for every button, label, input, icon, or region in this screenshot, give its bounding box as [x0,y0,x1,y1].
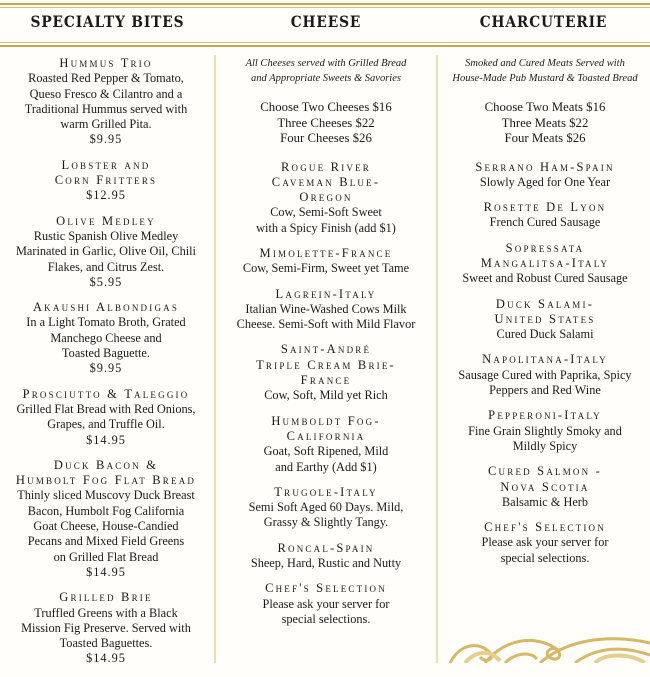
specialty-bites-column [0,56,212,677]
menu-item-name: Duck Bacon & Humbolt Fog Flat Bread [15,457,197,488]
menu-item-description: Italian Wine-Washed Cows Milk Cheese. Semi-Soft with Mild Flavor [236,301,416,332]
menu-item-name: Humboldt Fog- California [271,413,381,443]
header-rule [0,45,650,47]
charcuterie-column [440,56,650,576]
menu-item-name: Rogue River Caveman Blue- Oregon [271,159,381,205]
menu-item-name: Lobster and Corn Fritters [54,157,158,188]
menu-item [0,300,212,376]
menu-item-name: Duck Salami- United States [494,296,596,326]
cheese-heading: CHEESE [290,12,362,31]
menu-item [218,581,434,627]
menu-item-name: Chef's Selection [484,520,606,535]
charcuterie-intro: Smoked and Cured Meats Served with House-Made Pub Mustard & Toasted Bread [452,58,638,84]
menu-item-description: Rustic Spanish Olive Medley Marinated in Garlic, Olive Oil, Chili Flakes, and Citrus Zest. [16,228,196,274]
menu-item-description: Please ask your server for special selections. [262,596,390,626]
menu-item-description: Thinly sliced Muscovy Duck Breast Bacon, Humbolt Fog California Goat Cheese, House-Candied Pecans and Mixed Field Greens on Grilled Flat Bread [17,488,195,564]
charcuterie-pricing: Choose Two Meats $16 Three Meats $22 Four Meats $26 [484,100,606,145]
menu-item-description: Truffled Greens with a Black Mission Fig Preserve. Served with Toasted Baguettes. [21,605,191,651]
column-divider [214,55,216,663]
menu-item-name: Rosette De Lyon [483,200,607,215]
menu-item [218,287,434,333]
specialty-bites-heading: SPECIALTY BITES [30,12,185,31]
menu-item-description: French Cured Sausage [489,215,601,230]
menu-item [440,408,650,454]
menu-item-description: Fine Grain Slightly Smoky and Mildly Spicy [468,423,622,453]
menu-item-name: Trugole-Italy [274,484,378,499]
menu-item [440,160,650,191]
menu-item-name: Roncal-Spain [277,540,375,555]
header-rule-thin [0,42,650,43]
menu-item-price: $9.95 [89,361,123,376]
menu-item [440,297,650,343]
top-rule [0,3,650,5]
menu-item-price: $12.95 [86,188,126,203]
menu-item [0,214,212,290]
menu-item [218,342,434,403]
menu-item-name: Sopressata Mangalitsa-Italy [480,240,610,270]
menu-item-description: Sheep, Hard, Rustic and Nutty [250,556,402,571]
menu-item [218,485,434,531]
menu-item-description: Slowly Aged for One Year [479,174,611,189]
menu-item-name: Serrano Ham-Spain [475,159,615,174]
menu-item-description: Balsamic & Herb [501,494,589,509]
menu-item [440,241,650,287]
menu-item-description: Cured Duck Salami [496,327,594,342]
menu-item-name: Cured Salmon - Nova Scotia [488,464,602,494]
cheese-intro: All Cheeses served with Grilled Bread and Appropriate Sweets & Savories [245,58,407,84]
menu-item-description: Cow, Semi-Firm, Sweet yet Tame [242,261,410,276]
menu-item-name: Chef's Selection [265,581,387,596]
menu-item [0,458,212,580]
charcuterie-heading: CHARCUTERIE [479,12,608,31]
menu-item-name: Pepperoni-Italy [488,408,602,423]
menu-item-name: Saint-André Triple Cream Brie- France [256,342,396,388]
menu-item [0,387,212,448]
menu-item-price: $5.95 [89,274,123,289]
menu-item-price: $14.95 [86,651,126,666]
menu-item-description: Semi Soft Aged 60 Days. Mild, Grassy & Slightly Tangy. [248,500,404,530]
menu-item [440,200,650,231]
menu-item-name: Lagrein-Italy [275,286,377,301]
menu-item-name: Grilled Brie [59,590,153,605]
cheese-pricing: Choose Two Cheeses $16 Three Cheeses $22 Four Cheeses $26 [260,100,392,145]
menu-item-price: $14.95 [86,564,126,579]
menu-item [0,590,212,666]
menu-item-name: Akaushi Albondigas [32,300,180,315]
menu-item-name: Olive Medley [56,213,156,228]
menu-item [440,520,650,566]
menu-item-description: Sweet and Robust Cured Sausage [462,271,628,286]
menu-item [440,464,650,510]
menu-item-description: Roasted Red Pepper & Tomato, Queso Fresco & Cilantro and a Traditional Hummus served with warm Grilled Pita. [24,71,188,132]
top-rule-thin [0,7,650,8]
menu-item [218,160,434,236]
menu-item-description: Goat, Soft Ripened, Mild and Earthy (Add $1) [263,444,389,474]
menu-item-description: Sausage Cured with Paprika, Spicy Peppers and Red Wine [458,367,632,398]
menu-item [218,246,434,277]
menu-item-description: Cow, Semi-Soft Sweet with a Spicy Finish (add $1) [256,205,396,235]
column-divider [436,55,438,663]
menu-item [0,158,212,204]
gold-flourish-ornament [445,633,650,663]
menu-item-description: Cow, Soft, Mild yet Rich [264,388,388,403]
menu-item-name: Mimolette-France [259,245,393,260]
menu-item [218,541,434,572]
menu-item [218,414,434,475]
menu-item-name: Napolitana-Italy [482,352,608,367]
cheese-column [218,56,434,637]
menu-item-description: Please ask your server for special selections. [481,535,609,565]
menu-item [440,352,650,398]
menu-item-name: Prosciutto & Taleggio [22,386,190,401]
menu-item-description: In a Light Tomato Broth, Grated Manchego Cheese and Toasted Baguette. [26,315,186,361]
menu-item-price: $9.95 [89,132,123,147]
menu-item-name: Hummus Trio [59,56,153,70]
menu-item [0,56,212,148]
menu-item-price: $14.95 [86,432,126,447]
menu-item-description: Grilled Flat Bread with Red Onions, Grapes, and Truffle Oil. [16,401,196,432]
